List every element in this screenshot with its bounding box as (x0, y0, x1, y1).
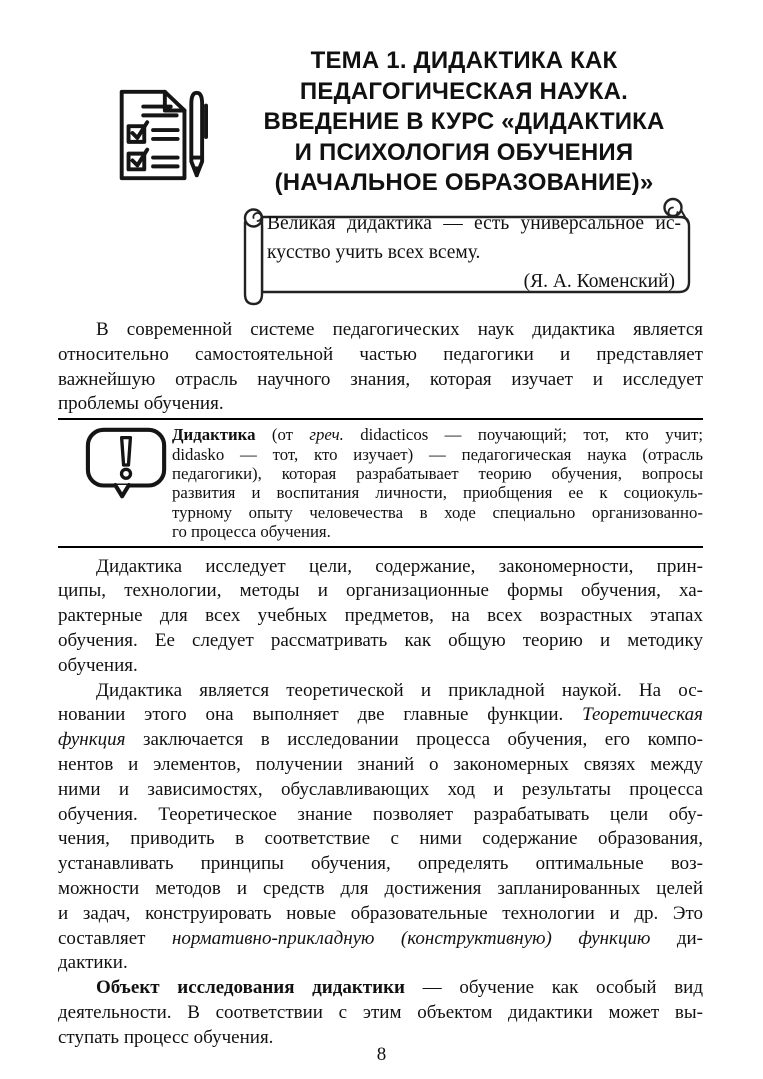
text-line: didasko — тот, кто изучает) — педагогическая наука (отрасль (172, 444, 703, 464)
quote-scroll (236, 192, 694, 308)
text-line: педагогики), которая разрабатывает теорию обучения, вопросы (172, 464, 703, 483)
text-line: проблемы обучения. (58, 393, 224, 415)
text-line: ВВЕДЕНИЕ В КУРС «ДИДАКТИКА (263, 108, 665, 135)
page-number: 8 (376, 1044, 387, 1065)
text-line: го процесса обучения. (172, 522, 331, 542)
text-line: чения, приводить в соответствие с ними содержание образования, (58, 828, 703, 850)
text-line: дактики. (58, 952, 128, 974)
text-line: обучения. Ее следует рассматривать как общую теорию и методику (58, 630, 703, 652)
text-line: Дидактика (от греч. didacticos — поучающий; тот, кто учит; (172, 425, 704, 445)
text-line: ступать процесс обучения. (58, 1026, 274, 1048)
quote-text-block (267, 209, 681, 296)
text-line: функция заключается в исследовании процесса обучения, его компо- (58, 729, 703, 751)
text-line: нентов и элементов, получении знаний о закономерных связях между (58, 754, 703, 775)
text-line: развития и воспитания личности, приобщения ее к социокуль- (172, 483, 703, 503)
text-line: устанавливать принципы обучения, определять оптимальные воз- (58, 853, 703, 875)
paragraph-didactics-research (58, 555, 703, 679)
text-line: ПЕДАГОГИЧЕСКАЯ НАУКА. (299, 77, 629, 105)
text-line: Дидактика исследует цели, содержание, закономерности, прин- (96, 555, 703, 577)
checklist-pen-icon (106, 84, 208, 186)
text-line: Объект исследования дидактики — обучение как особый вид (96, 977, 703, 999)
paragraph-research-object (58, 976, 703, 1050)
text-line: кусство учить всех всему. (267, 242, 481, 263)
quote-text (267, 209, 681, 267)
text-line: В современной системе педагогических наук дидактика является (96, 319, 703, 340)
text-line: турному опыту человечества в ходе специально организованно- (172, 502, 703, 522)
paragraph-intro (58, 318, 703, 417)
text-line: составляет нормативно-прикладную (конструктивную) функцию ди- (58, 927, 703, 949)
text-line: (НАЧАЛЬНОЕ ОБРАЗОВАНИЕ)» (274, 169, 654, 196)
definition-text (172, 425, 703, 541)
text-line: новании этого она выполняет две главные функции. Теоретическая (58, 704, 703, 726)
text-line: Великая дидактика — есть универсальное ис- (267, 213, 681, 234)
definition-block (58, 418, 703, 547)
page-title (228, 46, 700, 199)
text-line: можности методов и средств для достижения запланированных целей (58, 877, 703, 899)
page-footer (0, 1044, 763, 1066)
paragraph-functions (58, 679, 703, 977)
header (58, 0, 703, 204)
text-line: и задач, конструировать новые образовательные технологии и др. Это (58, 902, 703, 924)
text-line: Дидактика является теоретической и прикладной наукой. На ос- (96, 679, 703, 701)
text-line: относительно самостоятельной частью педагогики и представляет (58, 343, 703, 365)
text-line: деятельности. В соответствии с этим объектом дидактики может вы- (58, 1001, 703, 1023)
text-line: обучения. Теоретическое знание позволяет разрабатывать цели обу- (58, 803, 703, 825)
text-line: ТЕМА 1. ДИДАКТИКА КАК (310, 47, 618, 74)
quote-attribution: (Я. А. Коменский) (523, 271, 675, 292)
text-line: обучения. (58, 654, 138, 676)
exclamation-bubble-icon (84, 425, 170, 503)
text-line: ними и зависимостях, обуславливающих ход и результаты процесса (58, 778, 703, 800)
text-line: рактерные для всех учебных предметов, на всех возрастных этапах (58, 605, 703, 627)
text-line: важнейшую отрасль научного знания, которая изучает и исследует (58, 368, 703, 390)
text-line: И ПСИХОЛОГИЯ ОБУЧЕНИЯ (294, 138, 634, 166)
text-line: ципы, технологии, методы и организационные формы обучения, ха- (58, 580, 703, 602)
